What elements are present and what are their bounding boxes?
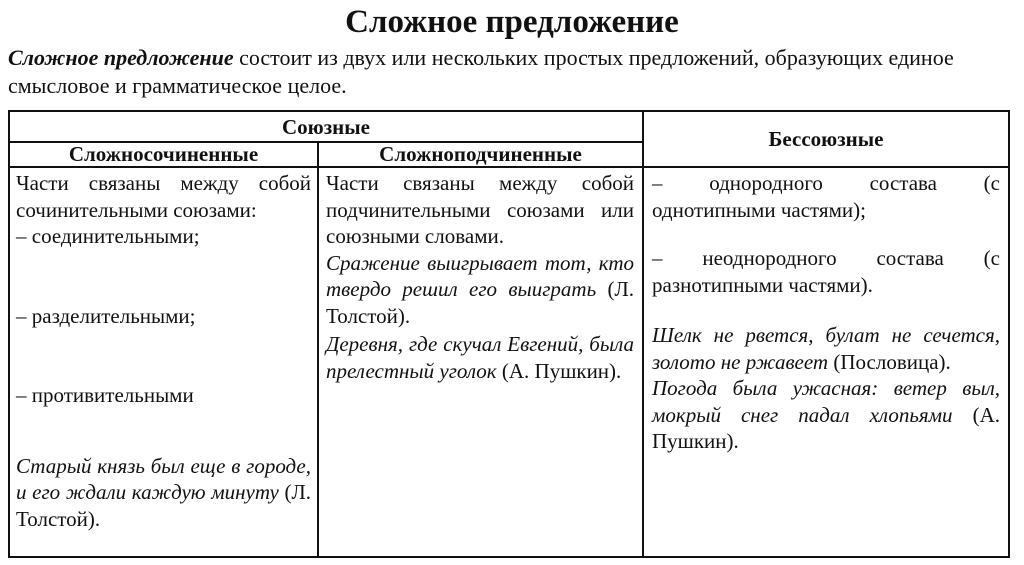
comparison-table bbox=[8, 110, 1010, 558]
example-source: (А. Пушкин). bbox=[652, 402, 1000, 453]
list-item-soedinitelnye: – соединительными; bbox=[16, 224, 200, 248]
sochinennye-example bbox=[16, 453, 311, 533]
column-divider-sub bbox=[317, 141, 319, 556]
example-text: Сражение выигрывает тот, кто твердо решил его выиграть bbox=[326, 250, 634, 301]
example-text: Погода была ужасная: ветер выл, мокрый снег падал хлопьями bbox=[652, 376, 1000, 427]
example-source: (Пословица). bbox=[828, 349, 951, 374]
list-item-protivitelnye: – противительными bbox=[16, 383, 194, 407]
header-soyuznye: Союзные bbox=[282, 115, 370, 139]
definition-paragraph bbox=[8, 44, 1008, 100]
list-item-odnorodnogo: – однородного состава (с однотипными частями); bbox=[652, 171, 1000, 222]
podchinennye-example-2 bbox=[326, 331, 634, 384]
definition-text: состоит из двух или нескольких простых предложений, образующих единое смысловое и грамматическое целое. bbox=[8, 45, 954, 98]
defined-term: Сложное предложение bbox=[8, 45, 234, 70]
list-item-neodnorodnogo: – неоднородного состава (с разнотипными частями). bbox=[652, 246, 1000, 297]
example-source: (А. Пушкин). bbox=[496, 358, 622, 383]
bessoyuznye-example-1 bbox=[652, 322, 1000, 375]
example-text: Старый князь был еще в городе, и его ждали каждую минуту bbox=[16, 453, 311, 504]
example-text: Шелк не рвется, булат не сечется, золото не ржавеет bbox=[652, 323, 1000, 374]
example-source: (Л. Толстой). bbox=[326, 277, 634, 328]
column-divider-main bbox=[642, 112, 644, 556]
bessoyuznye-example-2 bbox=[652, 375, 1000, 455]
column-bessoyuznye-cell bbox=[652, 170, 1000, 455]
column-sochinennye-cell bbox=[16, 170, 311, 532]
header-slozhnopodchinennye: Сложноподчиненные bbox=[379, 142, 582, 166]
podchinennye-intro: Части связаны между собой подчинительными союзами или союзными словами. bbox=[326, 171, 634, 248]
header-slozhnosochinennye: Сложносочиненные bbox=[68, 142, 259, 166]
example-text: Деревня, где скучал Евгений, была прелестный уголок bbox=[326, 332, 634, 383]
sochinennye-intro: Части связаны между собой сочинительными союзами: bbox=[16, 171, 311, 222]
list-item-razdelitelnye: – разделительными; bbox=[16, 303, 196, 328]
podchinennye-example-1 bbox=[326, 250, 634, 330]
header-bessoyuznye: Бессоюзные bbox=[768, 127, 884, 151]
example-source: (Л. Толстой). bbox=[16, 480, 311, 531]
page-title: Сложное предложение bbox=[345, 4, 679, 40]
column-podchinennye-cell bbox=[326, 170, 634, 384]
